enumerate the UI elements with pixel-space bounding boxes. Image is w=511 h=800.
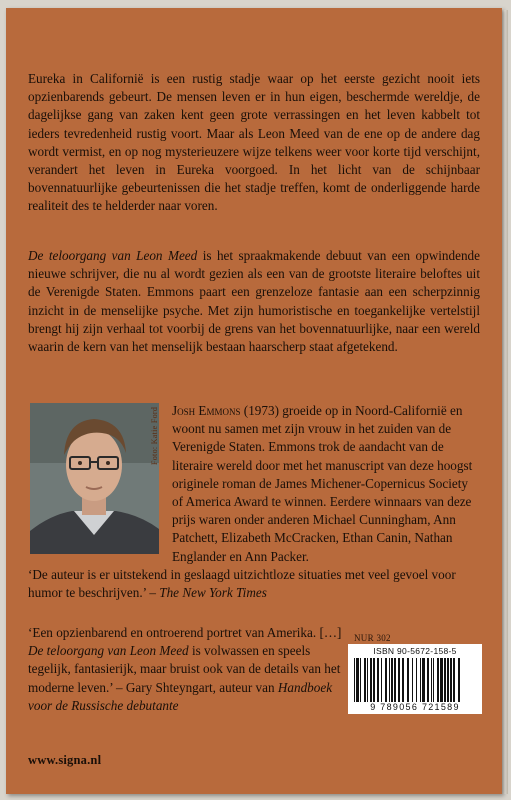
photo-credit: Foto: Katie Ford [150, 406, 159, 465]
author-portrait-illustration [30, 403, 159, 554]
review-quote-1 [28, 566, 484, 602]
author-name: Josh Emmons [172, 403, 241, 418]
review-quote-2-title: De teloorgang van Leon Meed [28, 643, 189, 659]
isbn-label: ISBN 90-5672-158-5 [373, 646, 457, 656]
author-bio-text: (1973) groeide op in Noord-Californië en woont nu samen met zijn vrouw in het zuiden van de Verenigde Staten. Emmons trok de aandacht van de literaire wereld door met het manuscript van deze hoogst originele roman de James Michener-Copernicus Society of America Award te winnen. Eerdere winnaars van deze prijs waren onder anderen Michael Cunningham, Ann Patchett, Elizabeth McCracken, Ethan Canin, Nathan Englander en Ann Packer. [172, 403, 473, 564]
ean-number: 9 789056 721589 [370, 702, 460, 712]
blurb-paragraph-2 [28, 247, 480, 356]
review-quote-2 [28, 624, 344, 715]
blurb-paragraph-2-text: is het spraakmakende debuut van een opwindende nieuwe schrijver, die nu al wordt gezien als een van de grootste literaire beloftes uit de Verenigde Staten. Emmons paart een grenzeloze fantasie aan een scherpzinnig inzicht in de menselijke psyche. Met zijn humoristische en toegankelijke vertelstijl brengt hij zijn verhaal tot voorbij de grens van het bovennatuurlijke, naar een wereld waarin de kern van het menselijk bestaan haarscherp staat afgetekend. [28, 248, 480, 355]
author-photo [30, 403, 159, 554]
author-bio [172, 402, 482, 566]
book-title: De teloorgang van Leon Meed [28, 248, 198, 263]
review-quote-1-text: ‘De auteur is er uitstekend in geslaagd uitzichtloze situaties met veel gevoel voor humor te beschrijven.’ – [28, 567, 456, 601]
barcode [348, 644, 482, 714]
review-quote-1-source: The New York Times [159, 585, 267, 601]
review-quote-2-book: Handboek voor de Russische debutante [28, 679, 333, 713]
publisher-website: www.signa.nl [28, 753, 102, 767]
nur-code: NUR 302 [354, 633, 391, 643]
blurb-paragraph-1: Eureka in Californië is een rustig stadje waar op het eerste gezicht nooit iets opzienbarends gebeurt. De mensen leven er in hun eigen, beschermde wereldje, de dagelijkse gang van zaken kent geen grote verrassingen en het leven kabbelt tot ieders tevredenheid rustig voort. Maar als Leon Meed van de ene op de andere dag wordt vermist, en op nog mysterieuzere wijze telkens weer voor korte tijd verschijnt, verandert het leven in Eureka voorgoed. In het licht van de schijnbaar bovennatuurlijke gebeurtenissen die het stadje treffen, komt de onderliggende harde realiteit des te helderder naar voren. [28, 71, 480, 214]
barcode-bars [354, 658, 476, 702]
review-quote-2-intro: ‘Een opzienbarend en ontroerend portret van Amerika. […] [28, 625, 342, 640]
page-edge [502, 10, 508, 794]
review-quote-2-text: is volwassen en speels tegelijk, fantasierijk, maar bruist ook van de details van het moderne leven.’ – Gary Shteyngart, auteur van [28, 643, 341, 695]
